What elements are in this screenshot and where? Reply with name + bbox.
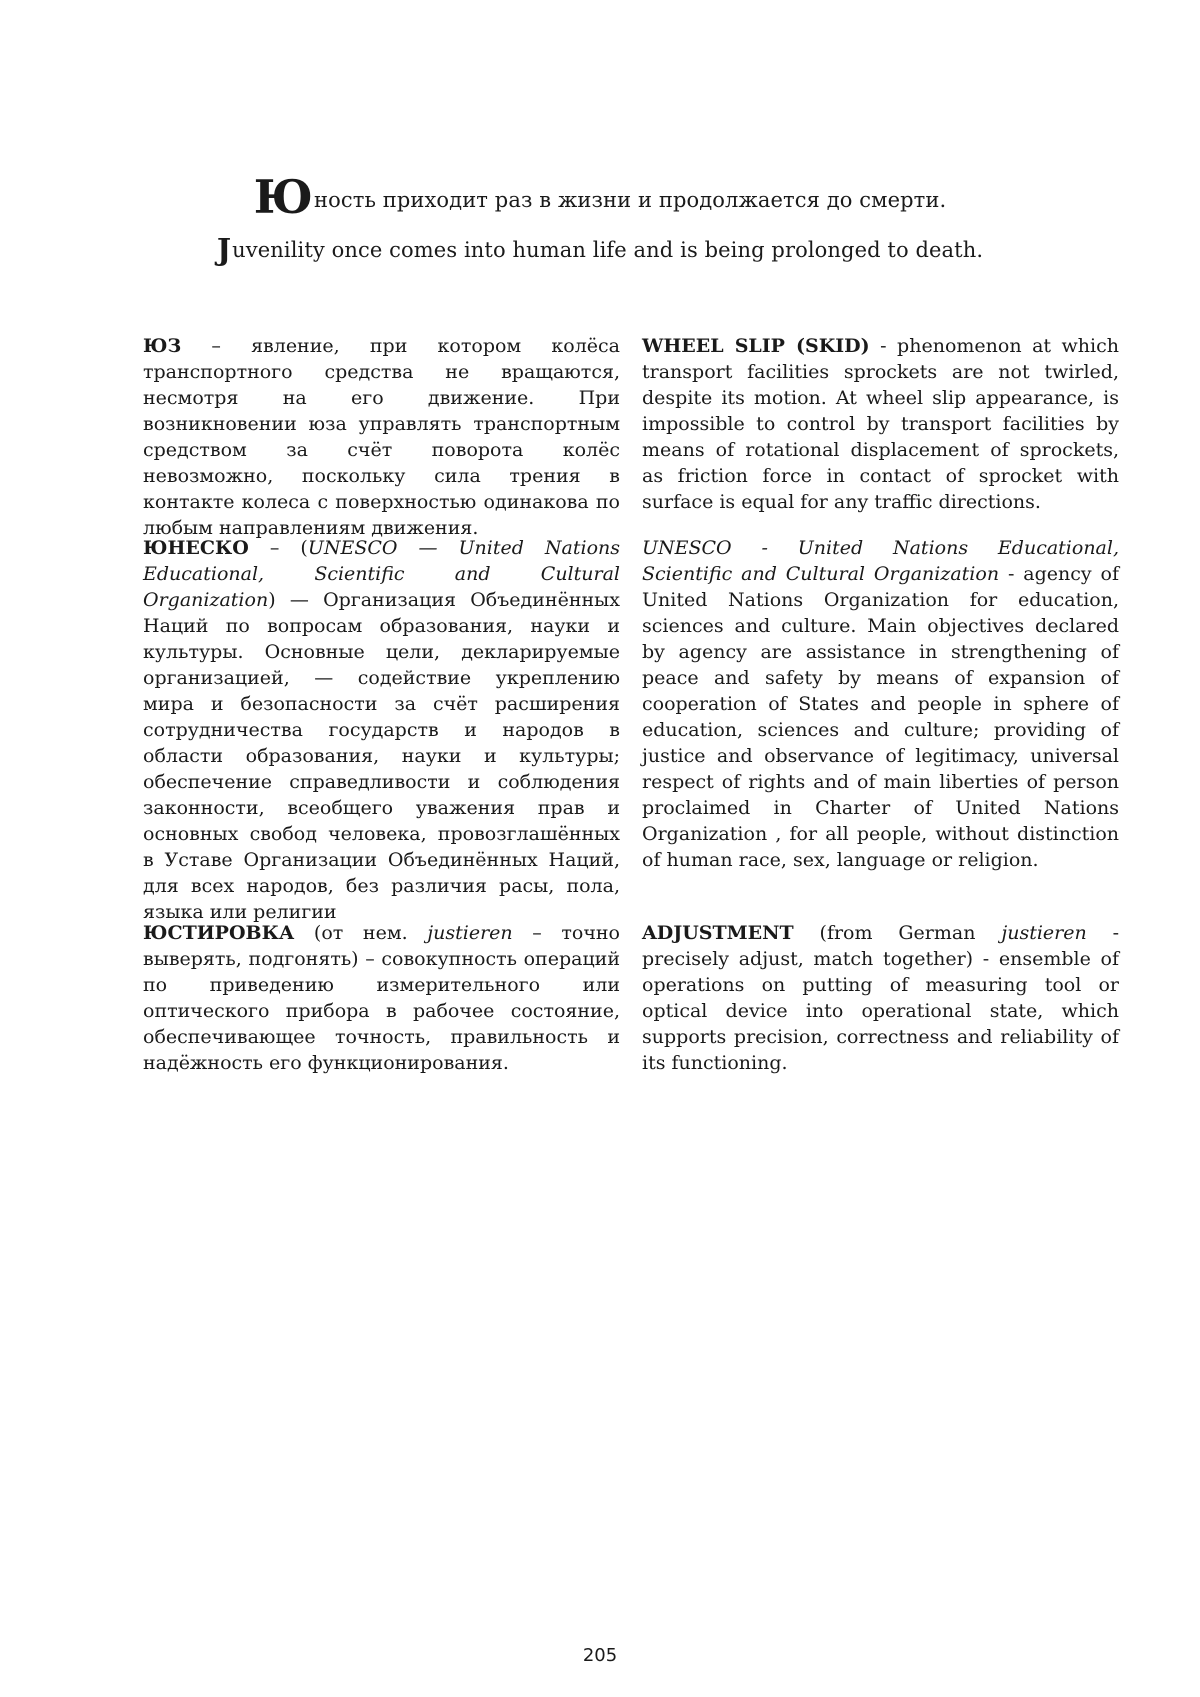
term-wheel-slip: WHEEL SLIP (SKID) — [642, 335, 870, 357]
definition-yustirovka: – точно выверять, подгонять) – совокупность операций по приведению измерительного или оптического прибора в рабочее состояние, обеспечивающее точность, правильность и надёжность его функционирования. — [143, 922, 620, 1074]
term-unesco-ru: ЮНЕСКО — [143, 537, 249, 559]
term-yuz: ЮЗ — [143, 335, 182, 357]
entry-wheel-slip-en — [642, 333, 1119, 515]
entry-yuz-ru — [143, 333, 620, 541]
prefix-adjustment: (from German — [793, 922, 1002, 944]
unesco-full-name-en: UNESCO - United Nations Educational, Scientific and Cultural Organization — [642, 537, 1119, 585]
separator-unesco-ru: – ( — [248, 537, 308, 559]
definition-unesco-en: - agency of United Nations Organization for education, sciences and culture. Main objectives declared by agency are assistance in strengthening of peace and safety by means of expansion of cooperation of States and people in sphere of education, sciences and culture; providing of justice and observance of legitimacy, universal respect of rights and of main liberties of person proclaimed in Charter of United Nations Organization , for all people, without distinction of human race, sex, language or religion. — [642, 563, 1119, 871]
german-word-en: justieren — [1001, 922, 1087, 944]
prefix-yustirovka: (от нем. — [294, 922, 428, 944]
unesco-full-name-ru: UNESCO — United Nations Educational, Scientific and Cultural Organization — [143, 537, 620, 611]
page-number: 205 — [582, 1645, 618, 1666]
term-yustirovka: ЮСТИРОВКА — [143, 922, 295, 944]
entry-adjustment-en — [642, 920, 1119, 1076]
definition-yuz: – явление, при котором колёса транспортного средства не вращаются, несмотря на его движение. При возникновении юза управлять транспортным средством за счёт поворота колёс невозможно, поскольку сила трения в контакте колеса с поверхностью одинакова по любым направлениям движения. — [143, 335, 620, 539]
entry-yustirovka-ru — [143, 920, 620, 1076]
epigraph-russian — [0, 170, 1200, 224]
entry-unesco-en — [642, 535, 1119, 873]
epigraph-initial-en: J — [216, 233, 232, 268]
term-adjustment: ADJUSTMENT — [642, 922, 794, 944]
epigraph-english — [0, 233, 1200, 268]
epigraph-text-ru: ность приходит раз в жизни и продолжается до смерти. — [314, 188, 947, 212]
epigraph-text-en: uvenility once comes into human life and is being prolonged to death. — [232, 238, 984, 262]
german-word-ru: justieren — [427, 922, 513, 944]
definition-adjustment: - precisely adjust, match together) - ensemble of operations on putting of measuring tool or optical device into operational state, which supports precision, correctness and reliability of its functioning. — [642, 922, 1119, 1074]
entry-unesco-ru — [143, 535, 620, 925]
epigraph-initial-ru: Ю — [253, 170, 314, 224]
definition-wheel-slip: - phenomenon at which transport facilities sprockets are not twirled, despite its motion. At wheel slip appearance, is impossible to control by transport facilities by means of rotational displacement of sprockets, as friction force in contact of sprocket with surface is equal for any traffic directions. — [642, 335, 1119, 513]
definition-unesco-ru: ) — Организация Объединённых Наций по вопросам образования, науки и культуры. Основные цели, декларируемые организацией, — содействие укреплению мира и безопасности за счёт расширения сотрудничества государств и народов в области образования, науки и культуры; обеспечение справедливости и соблюдения законности, всеобщего уважения прав и основных свобод человека, провозглашённых в Уставе Организации Объединённых Наций, для всех народов, без различия расы, пола, языка или религии — [143, 589, 620, 923]
